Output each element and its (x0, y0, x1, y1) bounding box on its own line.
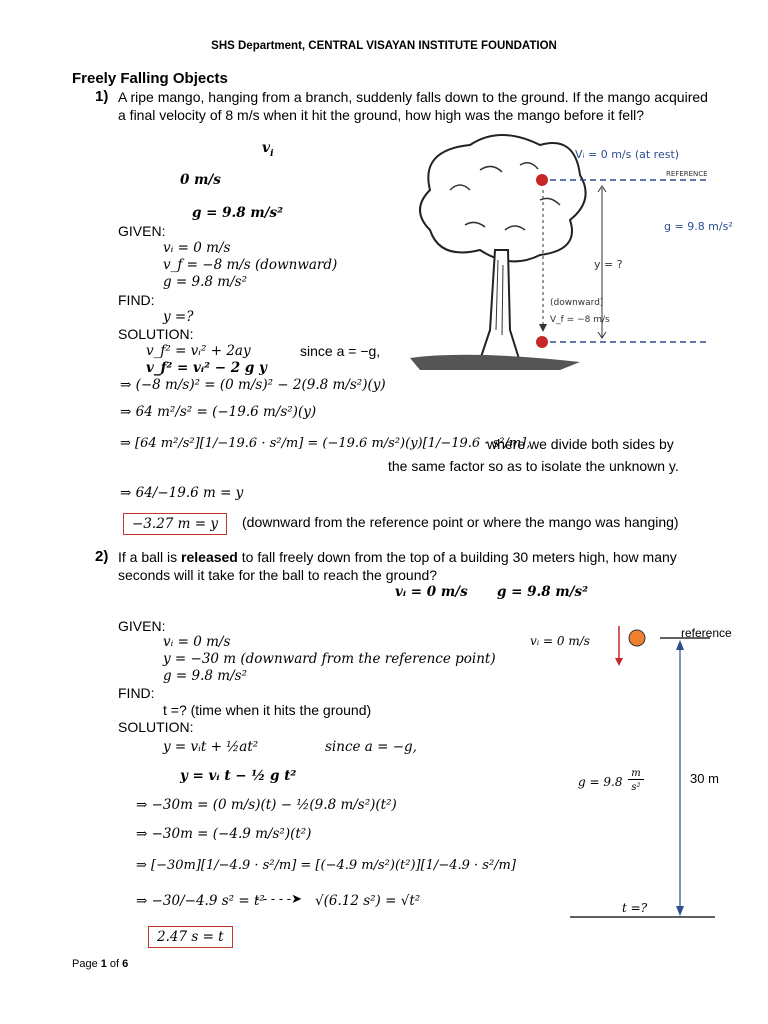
fig1-y-label: y = ? (594, 258, 623, 271)
p2-find-label: FIND: (118, 685, 155, 701)
fig2-t-label: t =? (622, 901, 648, 915)
page-footer: Page 1 of 6 (72, 958, 129, 970)
p1-since: since a = −g, (300, 343, 381, 359)
fig2-g-unit-num: m (628, 768, 644, 780)
fig1-vi-label: Vᵢ = 0 m/s (at rest) (575, 148, 680, 161)
p2-since: since a = −g, (325, 739, 417, 755)
p2-eq6: ⇒ −30/−4.9 s² = t² (136, 893, 265, 909)
p1-eq3: ⇒ (−8 m/s)² = (0 m/s)² − 2(9.8 m/s²)(y) (120, 377, 386, 393)
p2-answer: 2.47 s = t (148, 926, 233, 948)
mango-top-icon (536, 174, 548, 186)
p2-eq1: y = vᵢt + ½at² (163, 739, 259, 755)
fig2-g-unit-den: s² (631, 782, 641, 793)
p2-eq4: ⇒ −30m = (−4.9 m/s²)(t²) (136, 826, 312, 842)
p1-eq5-note1: where we divide both sides by (487, 436, 674, 452)
p2-eq6b: √(6.12 s²) = √t² (315, 893, 421, 909)
problem-1-number: 1) (95, 88, 109, 105)
problem-1-text: A ripe mango, hanging from a branch, suddenly falls down to the ground. If the mango acquired a final velocity of 8 m/s when it hit the ground, how high was the mango before it fell? (118, 89, 708, 123)
problem-2-text: If a ball is released to fall freely down from the top of a building 30 meters high, how many seconds will it take for the ball to reach the ground? (118, 549, 677, 583)
mango-tree-figure (410, 130, 740, 375)
problem-2-number: 2) (95, 548, 109, 565)
p1-vi-label: $v_i$ (262, 140, 274, 159)
fig2-reference: reference (681, 626, 732, 640)
p2-given-vi: vᵢ = 0 m/s (163, 634, 231, 650)
p1-given-g: g = 9.8 m/s² (163, 274, 247, 290)
p1-eq2: v_f² = vᵢ² − 2 g y (146, 360, 267, 376)
fig2-g-label: g = 9.8 (578, 775, 623, 789)
fig1-down-label: (downward) (550, 298, 604, 308)
p2-given-y: y = −30 m (downward from the reference point) (163, 651, 496, 667)
p2-eq5: ⇒ [−30m][1/−4.9 · s²/m] = [(−4.9 m/s²)(t²)][1/−4.9 · s²/m] (136, 858, 516, 873)
p1-given-vf: v_f = −8 m/s (downward) (163, 257, 338, 273)
fig1-g-label: g = 9.8 m/s² (664, 220, 733, 233)
p1-answer-note: (downward from the reference point or where the mango was hanging) (242, 514, 679, 530)
p1-eq4: ⇒ 64 m²/s² = (−19.6 m/s²)(y) (120, 404, 317, 420)
p1-find: y =? (163, 309, 194, 325)
section-title: Freely Falling Objects (72, 70, 228, 87)
mango-bottom-icon (536, 336, 548, 348)
p1-find-label: FIND: (118, 292, 155, 308)
p2-eq2: y = vᵢ t − ½ g t² (180, 768, 297, 784)
p1-gravity: g = 9.8 m/s² (192, 205, 284, 221)
p1-solution-label: SOLUTION: (118, 326, 194, 342)
fig2-height: 30 m (690, 771, 719, 786)
p1-zero-velocity: 0 m/s (180, 172, 221, 188)
p2-top-vi: vᵢ = 0 m/s (395, 584, 468, 600)
p2-given-g: g = 9.8 m/s² (163, 668, 247, 684)
fig1-vf-label: V_f = −8 m/s (550, 315, 610, 325)
page-header: SHS Department, CENTRAL VISAYAN INSTITUTE FOUNDATION (211, 40, 557, 52)
p1-answer: −3.27 m = y (123, 513, 227, 535)
p2-solution-label: SOLUTION: (118, 719, 194, 735)
p1-eq5: ⇒ [64 m²/s²][1/−19.6 · s²/m] = (−19.6 m/s²)(y)[1/−19.6 · s²/m], (120, 436, 531, 451)
p1-eq5-note2: the same factor so as to isolate the unknown y. (388, 458, 679, 474)
p2-eq3: ⇒ −30m = (0 m/s)(t) − ½(9.8 m/s²)(t²) (136, 797, 397, 813)
p2-given-label: GIVEN: (118, 618, 166, 634)
dashed-arrow-icon: - - - - -➤ (255, 891, 302, 906)
tree-icon (410, 135, 586, 370)
fig1-reference: REFERENCE (666, 170, 708, 178)
p1-given-label: GIVEN: (118, 223, 166, 239)
p1-eq6: ⇒ 64/−19.6 m = y (120, 485, 244, 501)
fig2-vi-label: vᵢ = 0 m/s (530, 634, 590, 648)
p2-top-g: g = 9.8 m/s² (497, 584, 589, 600)
p1-given-vi: vᵢ = 0 m/s (163, 240, 231, 256)
p1-eq1: v_f² = vᵢ² + 2ay (146, 343, 251, 359)
p2-find: t =? (time when it hits the ground) (163, 702, 372, 718)
